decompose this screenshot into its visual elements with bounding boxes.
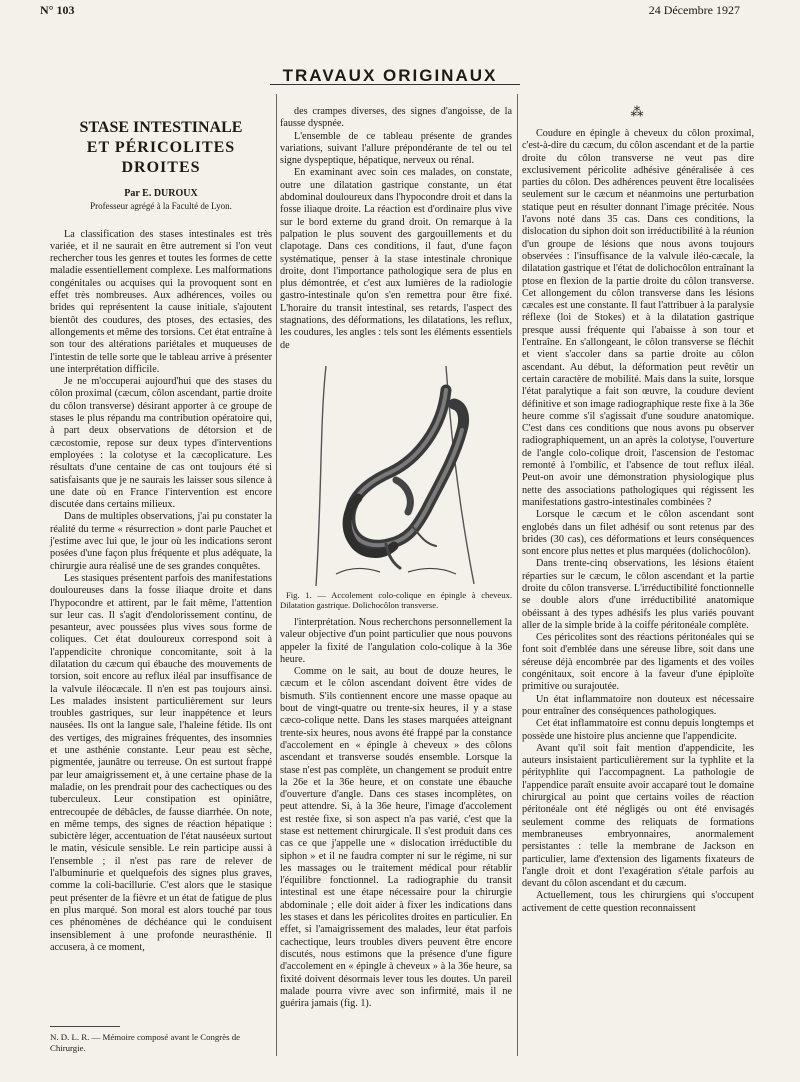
paragraph: Actuellement, tous les chirurgiens qui s'occupent activement de cette question reconnaissent: [522, 890, 754, 914]
figure-caption: Fig. 1. — Accolement colo-colique en épingle à cheveux. Dilatation gastrique. Dolichocôlon transverse.: [280, 589, 512, 611]
paragraph: L'ensemble de ce tableau présente de grandes variations, suivant l'allure prépondérante de tel ou tel signe dyspeptique, hépatique, nerveux ou rénal.: [280, 130, 512, 167]
column-2: [280, 106, 512, 1010]
paragraph: Les stasiques présentent parfois des manifestations douloureuses dans la fosse iliaque droite et dans l'hypocondre et attirent, par le fait même, l'attention sur leur cas. Il s'agit d'endolorissement continu, de pesanteur, avec poussées plus vives sous forme de coliques. Cet état douloureux correspond soit à l'appendicite chronique concomitante, soit à la dilatation du cæcum qui ébauche des mouvements de torsion, soit encore au reflux iléal par insuffisance de la valvule iléocæcale. Il n'en est pas toujours ainsi. Les malades insistent particulièrement sur leurs troubles gastriques, sur leur inappétence et leurs nausées. Ils ont la langue sale, l'haleine fétide. Ils ont des vertiges, des migraines fréquentes, des insomnies et une asthénie constante. Leur peau est sèche, pigmentée, jaunâtre ou terreuse. On est surtout frappé par leur amaigrissement et, à une certaine phase de la maladie, on les prendrait pour des cachectiques ou des tuberculeux. Leur constipation est opiniâtre, entrecoupée de débâcles, de fausse diarrhée. On note, en même temps, des signes de réaction hépatique : subictère léger, accentuation de l'état nauséeux surtout le matin, vésicule sensible. Le rein participe aussi à l'ensemble ; il n'est pas rare de relever de l'albuminurie et quelquefois des signes plus graves, comme la coli-bacillurie. C'est alors que le stasique peut présenter de la fièvre et un état de fatigue de plus en plus marqué. Son moral est alors touché par tous ces phénomènes de déchéance qui le conduisent insensiblement à une profonde neurasthénie. Il accusera, à ce moment,: [50, 572, 272, 953]
article-author: Par E. DUROUX: [124, 188, 198, 199]
issue-number: N° 103: [40, 3, 75, 17]
paragraph: Dans de multiples observations, j'ai pu constater la réalité du terme « résurrection » dont parle Pauchet et j'estime avec lui que, le jour où les indications seront posées d'une façon plus fréquente et plus adéquate, la chirurgie aura réalisé une de ses grandes conquêtes.: [50, 511, 272, 572]
column-divider-2: [517, 94, 518, 1056]
author-affiliation: Professeur agrégé à la Faculté de Lyon.: [90, 201, 232, 212]
article-title-line2: ET PÉRICOLITES DROITES: [86, 139, 236, 176]
radiograph-illustration: [296, 360, 496, 588]
paragraph: Comme on le sait, au bout de douze heures, le cæcum et le côlon ascendant doivent être vides de bismuth. S'ils contiennent encore une masse opaque au bout de vingt-quatre ou trente-six heures, il y a stase cæco-colique nette. Dans les stases marquées atteignant trente-six heures, nous avons été frappé par la constance d'accolement en « épingle à cheveux » des côlons ascendant et transverse soudés ensemble. Lorsque la stase n'est pas complète, un changement se produit entre la 26e et la 36e heure, et on constate une ébauche d'ouverture d'angle. Dans ces stases incomplètes, on peut attendre. Si, à la 36e heure, l'image d'accolement est restée fixe, si son aspect n'a pas varié, c'est que la stase est nettement chirurgicale. Il s'est produit dans ces cas ce que j'appelle une « dislocation irréductible du siphon » et il ne faudra compter ni sur le régime, ni sur les massages ou le traitement médical pour rétablir l'équilibre fonctionnel. La radiographie du transit intestinal est une étape nécessaire pour la chirurgie abdominale ; elle doit aider à fixer les indications dans les stases et dans les péricolites droites en particulier. En effet, si l'amaigrissement des malades, leur état parfois cachectique, leurs troubles divers peuvent être encore discutés, nous estimons que la présence d'une figure d'accolement en « épingle à cheveux » à la 36e heure, sa fixité doivent désormais lever tous les doutes. Un pareil malade pourra vivre avec son infirmité, mais il ne guérira jamais (fig. 1).: [280, 666, 512, 1010]
page-header: [40, 0, 740, 17]
paragraph: Dans trente-cinq observations, les lésions étaient réparties sur le cæcum, le côlon ascendant et la partie droite du côlon transverse. L'irréductibilité fonctionnelle se double alors d'une irréductibilité anatomique obéissant à des types adhésifs les plus variés pouvant aller de la simple bride à la coiffe péritonéale complète.: [522, 558, 754, 631]
figure-1: [280, 360, 512, 611]
paragraph: Lorsque le cæcum et le côlon ascendant sont englobés dans un filet adhésif ou sont retenus par des brides (30 cas), ces déformations et leurs conséquences sont encore plus nettes et plus marquées (dolichocôlon).: [522, 509, 754, 558]
column-1: [50, 118, 272, 954]
paragraph: La classification des stases intestinales est très variée, et il ne saurait en être autrement si l'on veut rechercher tous les genres et toutes les formes de cette maladie essentiellement complexe. Les malformations congénitales ou acquises qui la provoquent sont en effet très nombreuses. Aux adhérences, voiles ou brides qui représentent la cause initiale, s'ajoutent bientôt des coudures, des ptoses, des ectasies, des allongements et même des torsions. Cet état entraîne à son tour des altérations pariétales et muqueuses de l'intestin de telle sorte que le tableau arrive à présenter une interprétation difficile.: [50, 228, 272, 375]
issue-date: 24 Décembre 1927: [648, 3, 740, 17]
paragraph: l'interprétation. Nous recherchons personnellement la valeur objective d'un point particulier que nous pouvons appeler la fixité de l'angulation colo-colique à la 36e heure.: [280, 616, 512, 665]
paragraph: Je ne m'occuperai aujourd'hui que des stases du côlon proximal (cæcum, côlon ascendant, partie droite du côlon transverse) désirant apporter à ce groupe de stases le plus répandu ma contribution opératoire qui, à part deux observations de détorsion et de cæcostomie, repose sur deux types d'interventions employées : la colotyse et la cæcoplicature. Les résultats d'une centaine de cas ont toujours été si satisfaisants que je ne saurais les laisser sous silence à une date où en France l'intervention est encore discutée dans certains milieux.: [50, 376, 272, 511]
paragraph: des crampes diverses, des signes d'angoisse, de la fausse dyspnée.: [280, 106, 512, 130]
column-3: [522, 106, 754, 915]
paragraph: Ces péricolites sont des réactions péritonéales qui se font soit d'emblée dans une séreuse libre, soit dans une séreuse déjà encombrée par des ligaments et des voiles congénitaux, soit encore à la faveur d'une épiploïte primitive ou surajoutée.: [522, 632, 754, 693]
paragraph: Coudure en épingle à cheveux du côlon proximal, c'est-à-dire du cæcum, du côlon ascendant et de la partie droite du côlon transverse ne veut pas dire exclusivement péricolite adhésive généralisée à ces parties du côlon. Des adhérences peuvent être localisées seulement sur le cæcum et néanmoins une perturbation statique peut en résulter donnant l'image précitée. Nous l'avons noté dans 35 cas. Dans ces conditions, la dislocation du siphon doit son irréductibilité à la réunion d'un groupe de lésions que nous avons toujours observées : l'insuffisance de la valvule iléo-cæcale, la dilatation gastrique et l'état de dolichocôlon entraînant la ptose en flexion de la partie droite du côlon transverse. Cet allongement du côlon transverse dans les lésions cæcales est une constante. Il faut l'attribuer à la paralysie réflexe (loi de Stokes) et à la dilatation gastrique presque aussi fréquente qui l'abaisse à son tour et l'entraîne. En s'allongeant, le côlon transverse se fléchit et vient s'accoler dans sa partie droite au côlon ascendant. Au début, la déformation peut revêtir un certain caractère de mobilité. Mais dans la suite, lorsque l'état paralytique a fait son œuvre, la coudure devient définitive et son image radiographique reste fixe à la 36e heure comme s'il s'agissait d'une soudure anatomique. C'est dans ces conditions que nous avons pu observer radiographiquement, un an après la colotyse, l'ouverture de l'angle colo-colique droit, l'ascension de l'estomac remonté à l'ombilic, et l'absence de tout reflux iléal. Peut-on avoir une démonstration physiologique plus nette des associations pathologiques qui régissent les manifestations gastro-intestinales combinées ?: [522, 128, 754, 508]
paragraph: En examinant avec soin ces malades, on constate, outre une dilatation gastrique constante, un état abdominal douloureux dans l'hypocondre droit et dans la fosse iliaque droite. La réaction est d'ordinaire plus vive sur le bord externe du grand droit. On remarque à la palpation le plus souvent des gargouillements et du clapotage. Dans ces conditions, il faut, d'une façon systématique, penser à la stase intestinale chronique droite, dont l'importance pathologique sera de plus en plus démontrée, et c'est aux lumières de la radiologie gastro-intestinale qu'on s'en remettra pour être fixé. L'horaire du transit intestinal, ses retards, l'aspect des stagnations, des déformations, les dilatations, les reflux, les coudures, les angles : tels sont les éléments essentiels de: [280, 167, 512, 351]
article-title-line1: STASE INTESTINALE: [79, 119, 243, 136]
section-rule: [270, 84, 520, 85]
column-divider-1: [276, 94, 277, 1056]
paragraph: Un état inflammatoire non douteux est nécessaire pour entraîner des conséquences pathologiques.: [522, 693, 754, 717]
asterism: ⁂: [630, 104, 646, 119]
paragraph: Cet état inflammatoire est connu depuis longtemps et possède une histoire plus ancienne que l'appendicite.: [522, 718, 754, 742]
section-title: TRAVAUX ORIGINAUX: [282, 66, 498, 85]
footnote: N. D. L. R. — Mémoire composé avant le Congrès de Chirurgie.: [50, 1032, 241, 1053]
footnote-rule: [50, 1026, 120, 1027]
paragraph: Avant qu'il soit fait mention d'appendicite, les auteurs insistaient particulièrement sur la typhlite et la pérityphlite qui l'accompagnent. La pathologie de l'appendice paraît ensuite avoir accaparé tout le domaine chirurgical au point que certains voiles de réaction péritonéale ont été négligés ou ont été envisagés seulement comme des reliquats de formations membraneuses embryonnaires, anormalement persistantes : telle la membrane de Jackson en particulier, lame d'extension des ligaments fixateurs de l'angle droit et dont l'exagération s'étale parfois au devant du côlon ascendant et du cæcum.: [522, 742, 754, 890]
